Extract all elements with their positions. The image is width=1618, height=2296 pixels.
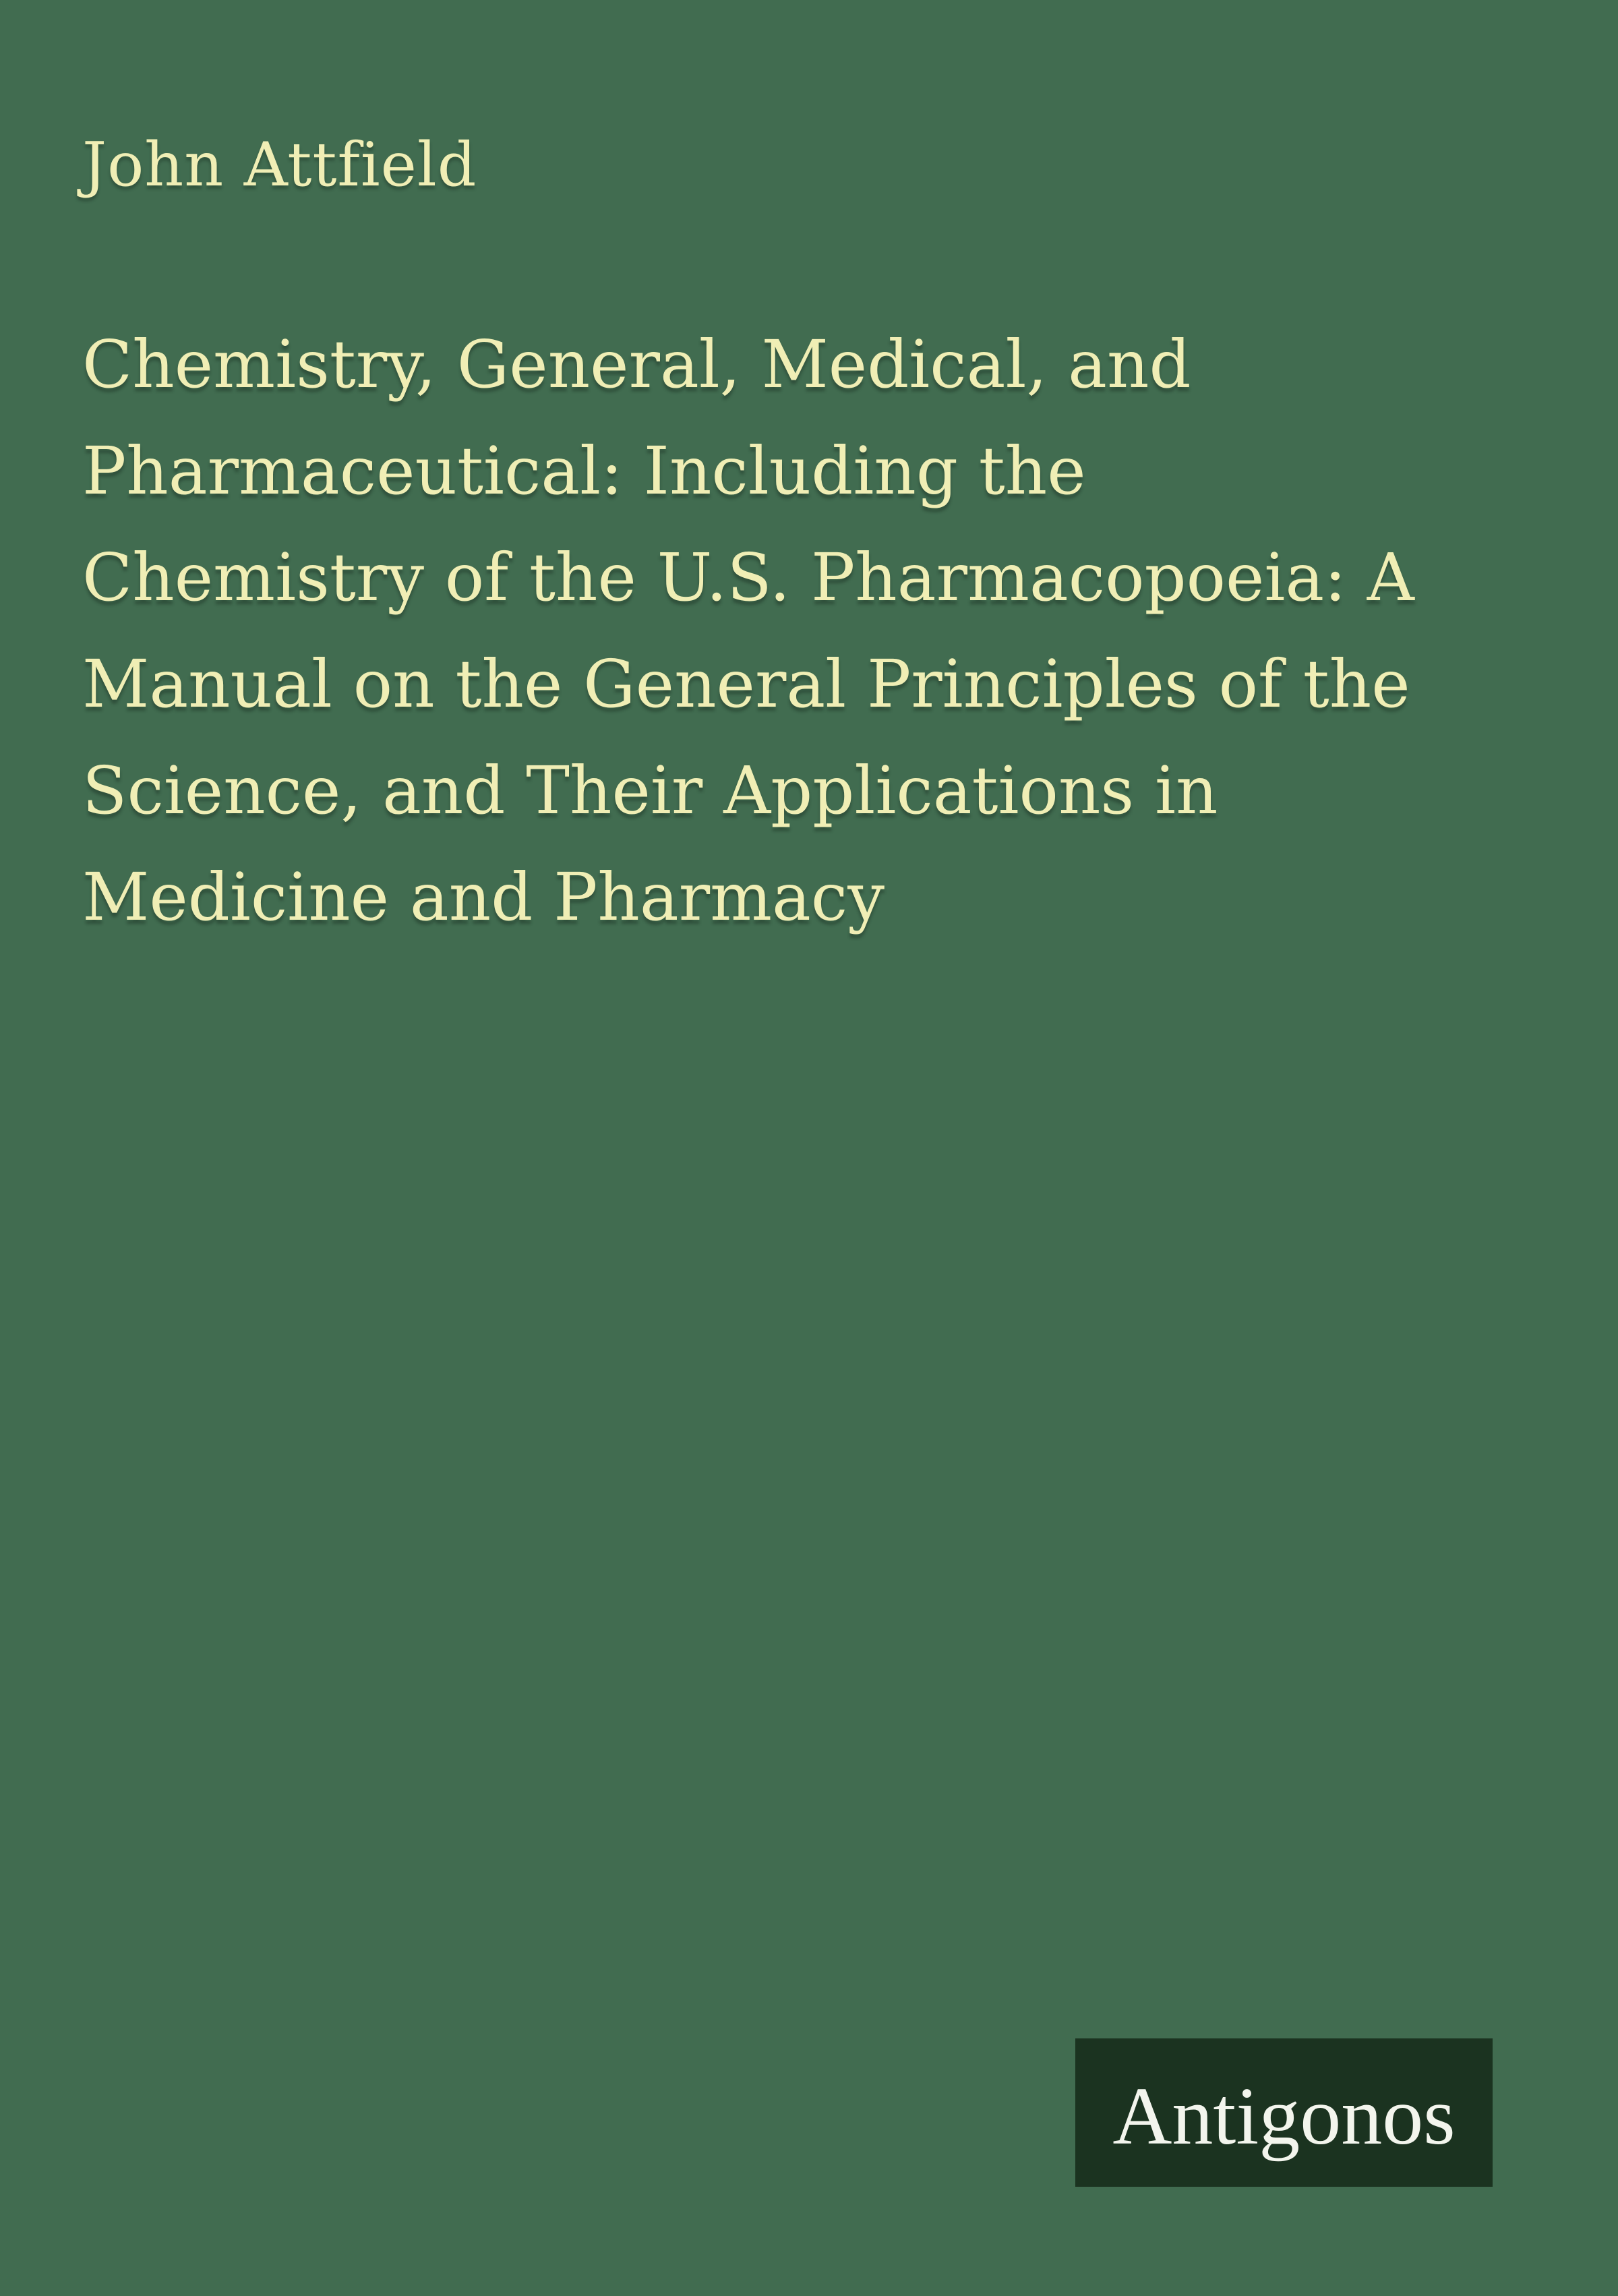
publisher-name: Antigonos [1112, 2071, 1456, 2162]
title-line: Chemistry of the U.S. Pharmacopoeia: A [82, 539, 1414, 616]
book-title [82, 312, 1552, 951]
title-line: Pharmaceutical: Including the [82, 433, 1086, 509]
title-line: Chemistry, General, Medical, and [82, 326, 1191, 403]
publisher-box [1075, 2038, 1493, 2187]
title-line: Manual on the General Principles of the [82, 646, 1410, 722]
author-name: John Attfield [82, 129, 477, 200]
title-line: Science, and Their Applications in [82, 753, 1218, 829]
title-line: Medicine and Pharmacy [82, 859, 885, 935]
